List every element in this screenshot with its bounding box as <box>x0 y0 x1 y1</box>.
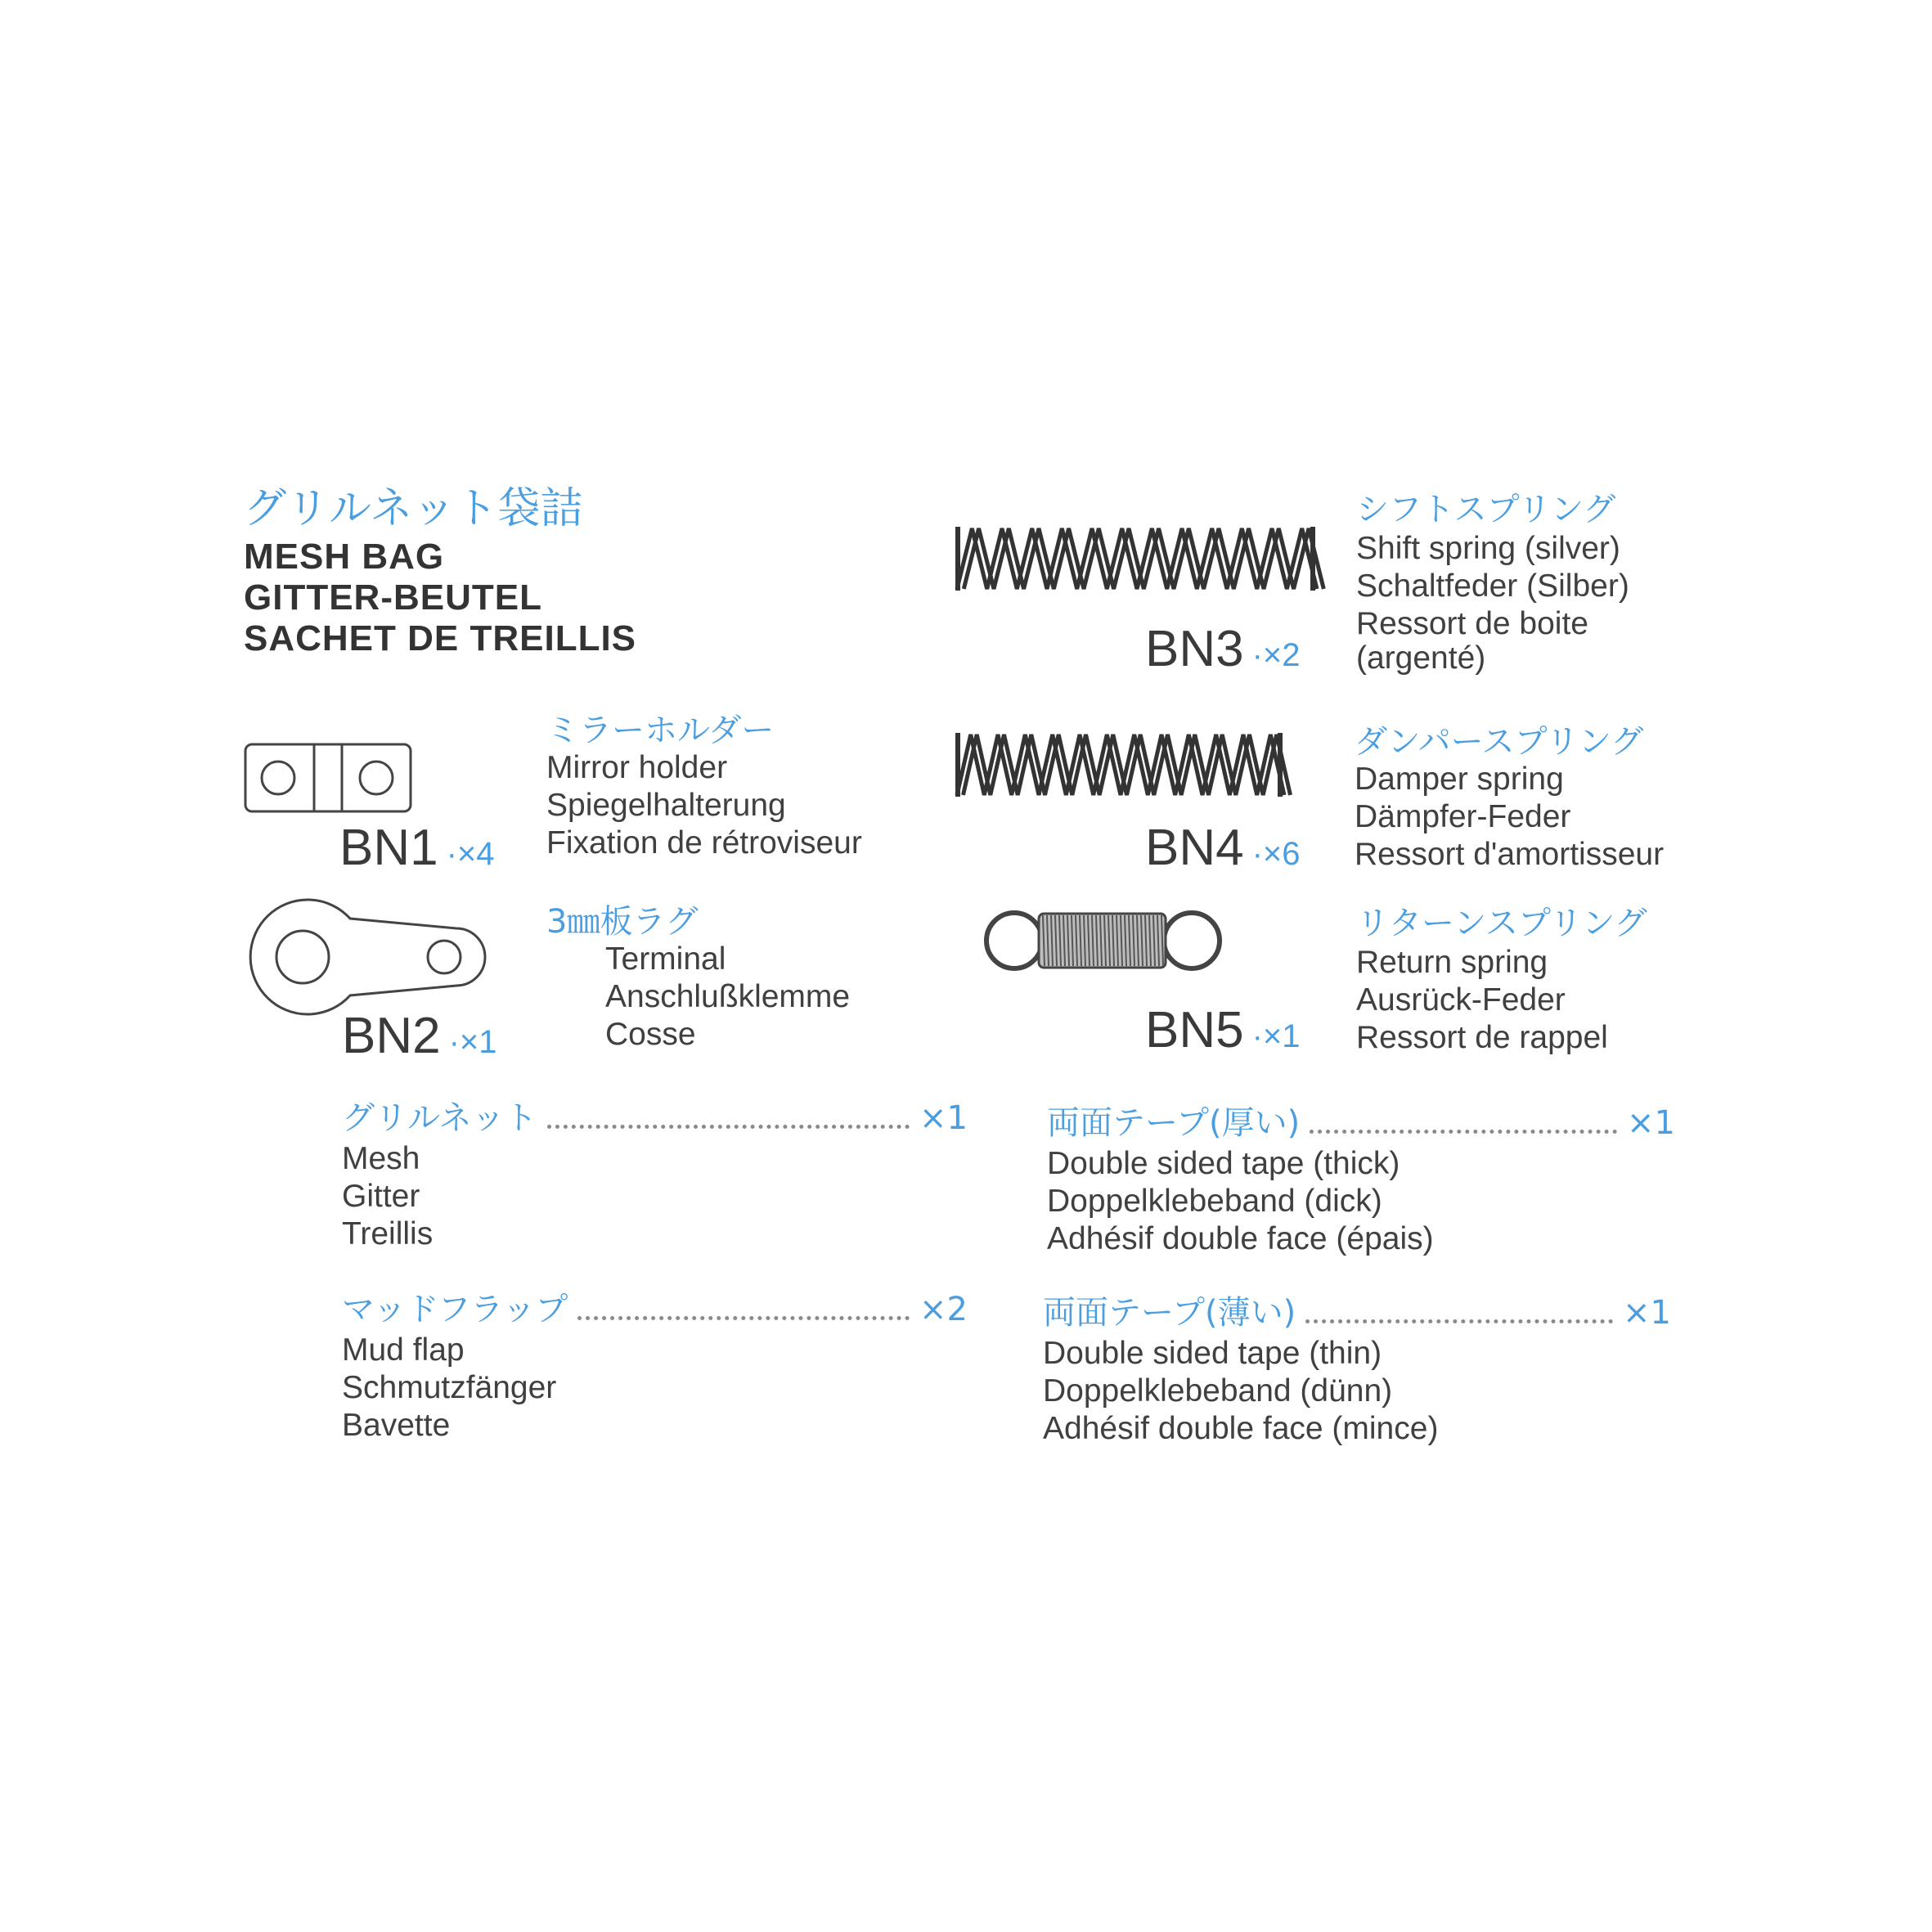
bn3-label <box>1145 623 1301 676</box>
tape-thick-jp: 両面テープ(厚い) <box>1047 1104 1301 1142</box>
tape-thick-qty: ×1 <box>1627 1104 1675 1142</box>
mudflap-qty: ×2 <box>919 1291 968 1328</box>
tape-thick-row <box>1047 1104 1675 1142</box>
bn3-qty: ·×2 <box>1251 637 1301 673</box>
return-spring-icon <box>977 904 1227 977</box>
bn5-jp: リターンスプリング <box>1356 905 1647 942</box>
tape-thin-de: Doppelklebeband (dünn) <box>1043 1373 1393 1409</box>
bn2-qty: ·×1 <box>448 1024 497 1060</box>
bn2-code: BN2 <box>342 1008 441 1064</box>
bn1-label <box>339 822 495 874</box>
mudflap-row <box>342 1291 968 1328</box>
bn4-label <box>1145 822 1301 874</box>
header-de: GITTER-BEUTEL <box>244 577 542 618</box>
mudflap-fr: Bavette <box>342 1408 451 1443</box>
header-fr: SACHET DE TREILLIS <box>244 618 637 658</box>
bn2-en: Terminal <box>605 941 726 977</box>
shift-spring-icon <box>955 522 1315 595</box>
mudflap-jp: マッドフラップ <box>342 1291 568 1328</box>
tape-thin-row <box>1043 1294 1671 1332</box>
bn1-en: Mirror holder <box>546 750 728 785</box>
bn1-qty: ·×4 <box>446 836 495 872</box>
bn2-de: Anschlußklemme <box>605 979 851 1014</box>
bn3-fr2: (argenté) <box>1356 640 1486 676</box>
bn3-code: BN3 <box>1145 621 1244 677</box>
tape-thick-de: Doppelklebeband (dick) <box>1047 1184 1382 1219</box>
bn5-fr: Ressort de rappel <box>1356 1020 1608 1055</box>
bn3-en: Shift spring (silver) <box>1356 531 1620 566</box>
mesh-en: Mesh <box>342 1141 420 1176</box>
tape-thin-qty: ×1 <box>1623 1294 1671 1332</box>
tape-thick-en: Double sided tape (thick) <box>1047 1146 1400 1181</box>
tape-thick-leader <box>1310 1130 1617 1134</box>
mesh-fr: Treillis <box>342 1216 434 1251</box>
mesh-leader <box>547 1125 910 1129</box>
header-jp: グリルネット袋詰 <box>244 484 583 533</box>
bn4-en: Damper spring <box>1355 762 1564 797</box>
bn2-label <box>342 1010 497 1063</box>
bn1-code: BN1 <box>339 820 438 876</box>
mirror-holder-icon <box>244 740 416 818</box>
mesh-jp: グリルネット <box>342 1099 537 1137</box>
bn2-jp: 3㎜板ラグ <box>546 903 699 941</box>
bn5-de: Ausrück-Feder <box>1356 982 1566 1018</box>
bn2-fr: Cosse <box>605 1017 696 1052</box>
mudflap-leader <box>577 1316 910 1320</box>
mesh-row <box>342 1099 968 1137</box>
bn4-fr: Ressort d'amortisseur <box>1355 837 1665 872</box>
mudflap-de: Schmutzfänger <box>342 1370 557 1405</box>
bn5-en: Return spring <box>1356 945 1548 980</box>
bn3-fr1: Ressort de boite <box>1356 606 1588 641</box>
mesh-qty: ×1 <box>919 1099 968 1137</box>
bn4-de: Dämpfer-Feder <box>1355 799 1571 834</box>
bn1-jp: ミラーホルダー <box>546 712 775 749</box>
bn4-jp: ダンパースプリング <box>1355 723 1644 761</box>
bn5-label <box>1145 1004 1301 1057</box>
mesh-de: Gitter <box>342 1179 420 1214</box>
bn4-code: BN4 <box>1145 820 1244 876</box>
bn3-jp: シフトスプリング <box>1356 491 1616 528</box>
tape-thick-fr: Adhésif double face (épais) <box>1047 1221 1434 1256</box>
bn5-qty: ·×1 <box>1251 1018 1301 1054</box>
tape-thin-fr: Adhésif double face (mince) <box>1043 1411 1439 1446</box>
bn1-de: Spiegelhalterung <box>546 788 786 823</box>
damper-spring-icon <box>955 728 1283 802</box>
tape-thin-en: Double sided tape (thin) <box>1043 1336 1382 1371</box>
tape-thin-leader <box>1305 1319 1613 1323</box>
header-en: MESH BAG <box>244 537 445 577</box>
bn5-code: BN5 <box>1145 1002 1244 1058</box>
terminal-lug-icon <box>244 896 481 1018</box>
bn1-fr: Fixation de rétroviseur <box>546 825 862 860</box>
bn3-de: Schaltfeder (Silber) <box>1356 568 1629 604</box>
bn4-qty: ·×6 <box>1251 836 1301 872</box>
mudflap-en: Mud flap <box>342 1332 465 1368</box>
tape-thin-jp: 両面テープ(薄い) <box>1043 1294 1296 1332</box>
